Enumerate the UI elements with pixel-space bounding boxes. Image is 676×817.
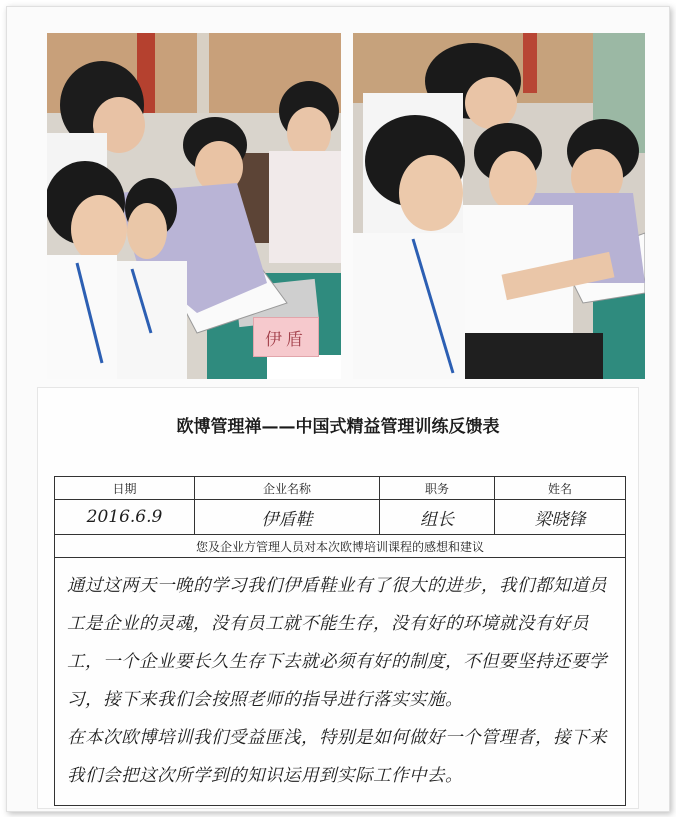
- value-company: 伊盾鞋: [195, 500, 380, 534]
- form-title: 欧博管理禅——中国式精益管理训练反馈表: [176, 417, 500, 437]
- comment-paragraph: 通过这两天一晚的学习我们伊盾鞋业有了很大的进步，我们都知道员工是企业的灵魂，没有员工就不能生存，没有好的环境就没有好员工，一个企业要长久生存下去就必须有好的制度，不但要坚持还要学习，接下来我们会按照老师的指导进行落实实施。: [67, 576, 607, 710]
- value-position: 组长: [380, 500, 495, 534]
- header-row: [55, 477, 625, 500]
- header-name: 姓名: [547, 481, 572, 496]
- value-name: 梁晓锋: [534, 509, 586, 530]
- value-row: [55, 500, 625, 535]
- feedback-question: 您及企业方管理人员对本次欧博培训课程的感想和建议: [55, 535, 625, 558]
- comment-paragraph: 在本次欧博培训我们受益匪浅，特别是如何做好一个管理者，接下来我们会把这次所学到的知识运用到实际工作中去。: [67, 728, 607, 786]
- form-table: [54, 476, 626, 806]
- training-photo-left: [47, 33, 341, 379]
- image-frame: [6, 6, 670, 812]
- feedback-form: [37, 387, 639, 809]
- header-company: 企业名称: [195, 477, 380, 499]
- training-photo-right: [353, 33, 645, 379]
- value-date: 2016.6.9: [55, 500, 195, 534]
- header-position: 职务: [380, 477, 495, 499]
- header-date: 日期: [55, 477, 195, 499]
- name-tag: 伊盾: [253, 317, 319, 357]
- handwritten-comment: [67, 567, 615, 795]
